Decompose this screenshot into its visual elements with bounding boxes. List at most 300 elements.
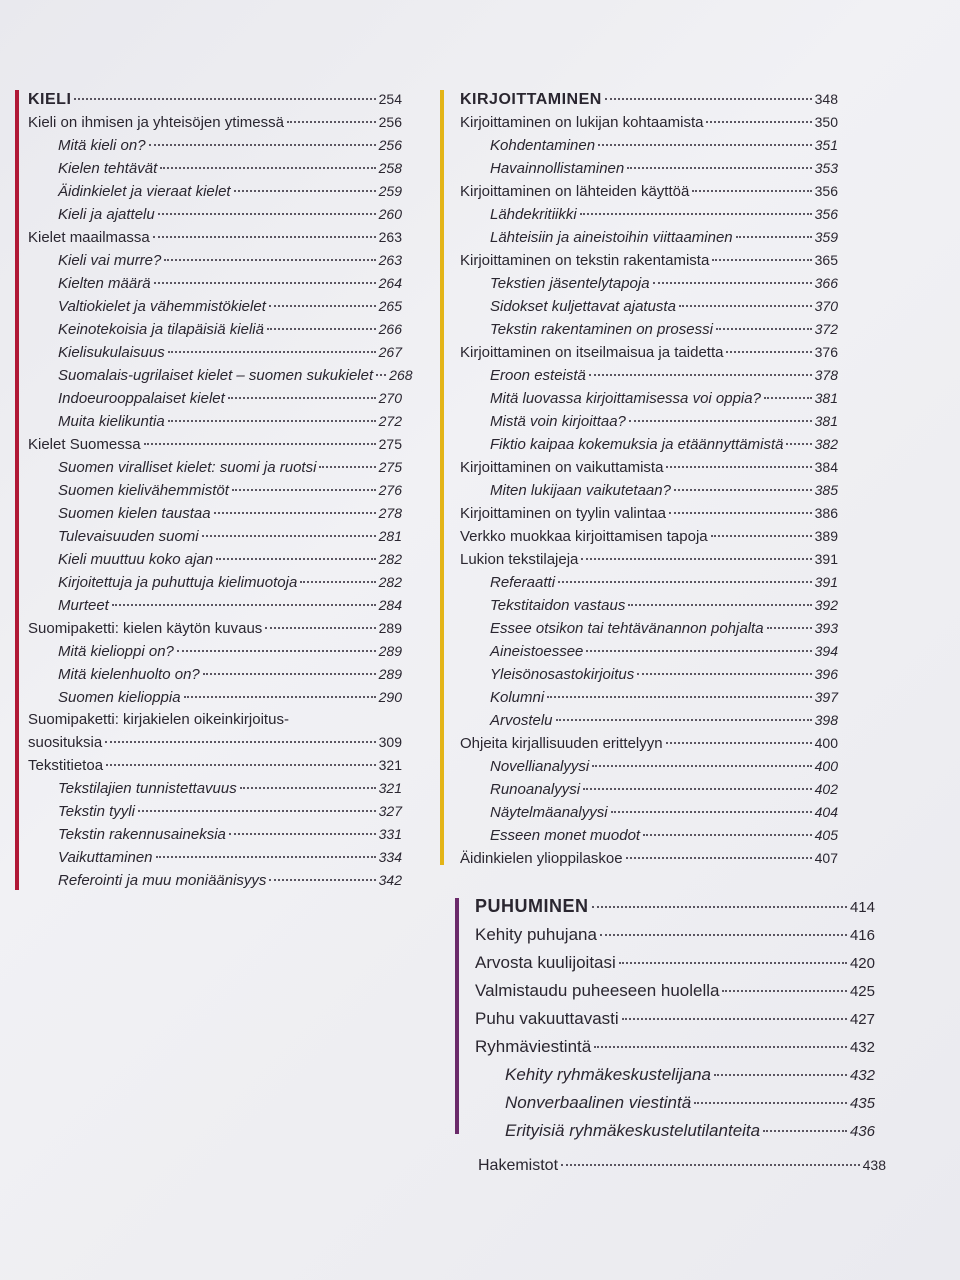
page-number: 342 bbox=[378, 872, 402, 888]
dot-leader bbox=[561, 1164, 860, 1166]
section-heading bbox=[28, 88, 402, 111]
toc-entry-title: Havainnollistaminen bbox=[490, 160, 625, 177]
dot-leader bbox=[158, 213, 376, 215]
toc-entry-title: KIELI bbox=[28, 91, 72, 108]
toc-entry bbox=[460, 249, 838, 272]
toc-subentry bbox=[460, 663, 838, 686]
page-number: 272 bbox=[378, 413, 402, 429]
toc-entry-title: Kirjoittaminen on lähteiden käyttöä bbox=[460, 183, 690, 200]
toc-entry-title: Mitä kieli on? bbox=[58, 137, 146, 154]
toc-entry-title: Suomen kielen taustaa bbox=[58, 505, 211, 522]
dot-leader bbox=[605, 98, 812, 100]
toc-subentry bbox=[28, 525, 402, 548]
toc-entry-title: Kieli vai murre? bbox=[58, 252, 162, 269]
toc-entry-title: Valtiokielet ja vähemmistökielet bbox=[58, 298, 266, 315]
toc-entry-title: Suomipaketti: kielen käytön kuvaus bbox=[28, 620, 263, 637]
toc-entry-title: Referointi ja muu moniäänisyys bbox=[58, 872, 267, 889]
toc-entry-title: Lähteisiin ja aineistoihin viittaaminen bbox=[490, 229, 733, 246]
dot-leader bbox=[583, 788, 812, 790]
page-number: 391 bbox=[814, 574, 838, 590]
toc-entry-title: Kehity puhujana bbox=[475, 925, 597, 944]
toc-entry-title: Referaatti bbox=[490, 574, 556, 591]
dot-leader bbox=[556, 719, 812, 721]
toc-subentry bbox=[460, 134, 838, 157]
section-heading bbox=[460, 88, 838, 111]
section-heading bbox=[475, 893, 875, 921]
toc-entry-title: Ohjeita kirjallisuuden erittelyyn bbox=[460, 735, 663, 752]
page-number: 396 bbox=[814, 666, 838, 682]
toc-entry-title: Suomen kielioppia bbox=[58, 689, 181, 706]
dot-leader bbox=[626, 857, 812, 859]
toc-subentry bbox=[28, 134, 402, 157]
dot-leader bbox=[202, 535, 376, 537]
toc-subentry bbox=[460, 617, 838, 640]
toc-entry-title: KIRJOITTAMINEN bbox=[460, 91, 602, 108]
dot-leader bbox=[666, 742, 812, 744]
page-number: 267 bbox=[378, 344, 402, 360]
dot-leader bbox=[168, 420, 376, 422]
toc-subentry bbox=[460, 594, 838, 617]
dot-leader bbox=[177, 650, 376, 652]
page-number: 370 bbox=[814, 298, 838, 314]
toc-subentry bbox=[460, 410, 838, 433]
toc-subentry bbox=[460, 686, 838, 709]
toc-entry bbox=[460, 732, 838, 755]
toc-subentry bbox=[460, 433, 838, 456]
toc-subentry bbox=[460, 295, 838, 318]
toc-subentry bbox=[28, 249, 402, 272]
toc-subentry bbox=[460, 387, 838, 410]
page-number: 309 bbox=[378, 734, 402, 750]
toc-entry-title: Vaikuttaminen bbox=[58, 849, 153, 866]
dot-leader bbox=[269, 305, 376, 307]
dot-leader bbox=[144, 443, 376, 445]
toc-entry-title: Kolumni bbox=[490, 689, 545, 706]
dot-leader bbox=[106, 764, 376, 766]
page-number: 353 bbox=[814, 160, 838, 176]
toc-subentry bbox=[28, 777, 402, 800]
dot-leader bbox=[722, 990, 846, 992]
dot-leader bbox=[229, 833, 376, 835]
toc-entry-title: Kohdentaminen bbox=[490, 137, 596, 154]
toc-entry bbox=[28, 617, 402, 640]
dot-leader bbox=[627, 167, 811, 169]
toc-entry-title: Erityisiä ryhmäkeskustelutilanteita bbox=[505, 1121, 761, 1140]
toc-entry-title: Tekstin tyyli bbox=[58, 803, 135, 820]
dot-leader bbox=[300, 581, 375, 583]
toc-entry-title: Mitä kielenhuolto on? bbox=[58, 666, 200, 683]
page-number: 258 bbox=[378, 160, 402, 176]
toc-entry bbox=[460, 525, 838, 548]
page-number: 356 bbox=[814, 206, 838, 222]
toc-entry-title: Kirjoittaminen on vaikuttamista bbox=[460, 459, 664, 476]
page-number: 275 bbox=[378, 436, 402, 452]
dot-leader bbox=[611, 811, 812, 813]
page-number: 385 bbox=[814, 482, 838, 498]
toc-entry bbox=[460, 111, 838, 134]
toc-subentry bbox=[28, 410, 402, 433]
toc-entry-title: Lähdekritiikki bbox=[490, 206, 577, 223]
page-number: 265 bbox=[378, 298, 402, 314]
page-number: 270 bbox=[378, 390, 402, 406]
page-number: 389 bbox=[814, 528, 838, 544]
dot-leader bbox=[105, 741, 375, 743]
page-number: 394 bbox=[814, 643, 838, 659]
page-number: 407 bbox=[814, 850, 838, 866]
kieli-toc bbox=[28, 88, 413, 892]
page-number: 436 bbox=[849, 1123, 875, 1140]
page-number: 321 bbox=[378, 780, 402, 796]
page-number: 393 bbox=[814, 620, 838, 636]
page-number: 268 bbox=[389, 367, 413, 383]
dot-leader bbox=[598, 144, 812, 146]
dot-leader bbox=[160, 167, 375, 169]
dot-leader bbox=[168, 351, 376, 353]
dot-leader bbox=[736, 236, 812, 238]
toc-entry-title: Kirjoittaminen on lukijan kohtaamista bbox=[460, 114, 704, 131]
toc-entry bbox=[460, 456, 838, 479]
kieli-section-bar bbox=[15, 90, 19, 890]
dot-leader bbox=[767, 627, 812, 629]
page-number: 438 bbox=[862, 1157, 886, 1173]
toc-entry-title: Kirjoittaminen on tyylin valintaa bbox=[460, 505, 666, 522]
toc-subentry bbox=[28, 800, 402, 823]
page-number: 256 bbox=[378, 114, 402, 130]
page-number: 425 bbox=[849, 983, 875, 1000]
toc-subentry bbox=[28, 387, 402, 410]
toc-entry bbox=[475, 921, 875, 949]
toc-subentry bbox=[28, 318, 402, 341]
toc-entry-title: PUHUMINEN bbox=[475, 896, 589, 916]
toc-entry-title: suosituksia bbox=[28, 734, 103, 751]
dot-leader bbox=[184, 696, 376, 698]
toc-entry-title: Fiktio kaipaa kokemuksia ja etäännyttämistä bbox=[490, 436, 784, 453]
toc-entry-title: Kielisukulaisuus bbox=[58, 344, 165, 361]
dot-leader bbox=[112, 604, 376, 606]
page-number: 376 bbox=[814, 344, 838, 360]
toc-entry-title: Kieli ja ajattelu bbox=[58, 206, 155, 223]
toc-entry-title: Puhu vakuuttavasti bbox=[475, 1009, 619, 1028]
page-number: 405 bbox=[814, 827, 838, 843]
page-number: 416 bbox=[849, 927, 875, 944]
dot-leader bbox=[711, 535, 812, 537]
toc-entry-title: Tulevaisuuden suomi bbox=[58, 528, 199, 545]
toc-entry-title: Lukion tekstilajeja bbox=[460, 551, 579, 568]
page-number: 356 bbox=[814, 183, 838, 199]
dot-leader bbox=[203, 673, 376, 675]
toc-subentry bbox=[28, 295, 402, 318]
dot-leader bbox=[786, 443, 811, 445]
toc-subentry bbox=[460, 479, 838, 502]
page-number: 420 bbox=[849, 955, 875, 972]
toc-entry bbox=[28, 433, 402, 456]
toc-subentry bbox=[460, 709, 838, 732]
toc-subentry bbox=[28, 341, 402, 364]
toc-subentry bbox=[460, 203, 838, 226]
toc-entry-title: Valmistaudu puheeseen huolella bbox=[475, 981, 720, 1000]
page-number: 321 bbox=[378, 757, 402, 773]
toc-subentry bbox=[475, 1089, 875, 1117]
page-number: 275 bbox=[378, 459, 402, 475]
toc-entry-title: Murteet bbox=[58, 597, 109, 614]
page-number: 259 bbox=[378, 183, 402, 199]
toc-entry-title: Runoanalyysi bbox=[490, 781, 581, 798]
dot-leader bbox=[228, 397, 376, 399]
toc-entry bbox=[475, 949, 875, 977]
dot-leader bbox=[580, 213, 812, 215]
dot-leader bbox=[653, 282, 812, 284]
toc-entry bbox=[460, 341, 838, 364]
page-number: 290 bbox=[378, 689, 402, 705]
dot-leader bbox=[376, 374, 386, 376]
page-number: 331 bbox=[378, 826, 402, 842]
page-number: 398 bbox=[814, 712, 838, 728]
page-number: 348 bbox=[814, 91, 838, 107]
toc-subentry bbox=[460, 778, 838, 801]
dot-leader bbox=[240, 787, 376, 789]
dot-leader bbox=[600, 934, 847, 936]
toc-subentry bbox=[28, 479, 402, 502]
toc-entry-title: Kielen tehtävät bbox=[58, 160, 158, 177]
dot-leader bbox=[637, 673, 811, 675]
toc-entry-title: Aineistoessee bbox=[490, 643, 584, 660]
dot-leader bbox=[622, 1018, 847, 1020]
page-number: 378 bbox=[814, 367, 838, 383]
page-number: 381 bbox=[814, 413, 838, 429]
dot-leader bbox=[763, 1130, 847, 1132]
dot-leader bbox=[692, 190, 811, 192]
dot-leader bbox=[714, 1074, 847, 1076]
toc-subentry bbox=[460, 318, 838, 341]
toc-subentry bbox=[28, 663, 402, 686]
dot-leader bbox=[589, 374, 812, 376]
toc-entry-title: Tekstilajien tunnistettavuus bbox=[58, 780, 237, 797]
page-number: 264 bbox=[378, 275, 402, 291]
page-number: 435 bbox=[849, 1095, 875, 1112]
page-number: 432 bbox=[849, 1067, 875, 1084]
dot-leader bbox=[679, 305, 812, 307]
page-number: 289 bbox=[378, 620, 402, 636]
page-number: 384 bbox=[814, 459, 838, 475]
dot-leader bbox=[234, 190, 376, 192]
toc-subentry bbox=[28, 640, 402, 663]
toc-entry-title: Suomalais-ugrilaiset kielet – suomen sukukielet bbox=[58, 367, 374, 384]
hakemisto-entry bbox=[478, 1154, 886, 1177]
toc-entry-title: Yleisönosastokirjoitus bbox=[490, 666, 635, 683]
dot-leader bbox=[712, 259, 811, 261]
dot-leader bbox=[592, 765, 811, 767]
toc-entry-title: Miten lukijaan vaikutetaan? bbox=[490, 482, 671, 499]
toc-entry bbox=[28, 709, 402, 731]
toc-entry-title: Kieli muuttuu koko ajan bbox=[58, 551, 214, 568]
page-number: 260 bbox=[378, 206, 402, 222]
toc-entry bbox=[475, 977, 875, 1005]
page-number: 282 bbox=[378, 574, 402, 590]
toc-entry-title: Muita kielikuntia bbox=[58, 413, 165, 430]
page-number: 402 bbox=[814, 781, 838, 797]
toc-entry-title: Mitä luovassa kirjoittamisessa voi oppia? bbox=[490, 390, 761, 407]
kirjoittaminen-toc bbox=[460, 88, 838, 870]
page-number: 254 bbox=[378, 91, 402, 107]
toc-entry-title: Suomen viralliset kielet: suomi ja ruotsi bbox=[58, 459, 317, 476]
dot-leader bbox=[214, 512, 376, 514]
toc-subentry bbox=[460, 364, 838, 387]
dot-leader bbox=[581, 558, 811, 560]
page-number: 359 bbox=[814, 229, 838, 245]
toc-entry bbox=[28, 731, 402, 754]
dot-leader bbox=[216, 558, 376, 560]
toc-subentry bbox=[460, 801, 838, 824]
page-number: 404 bbox=[814, 804, 838, 820]
dot-leader bbox=[154, 282, 376, 284]
page-number: 391 bbox=[814, 551, 838, 567]
toc-subentry bbox=[28, 180, 402, 203]
dot-leader bbox=[726, 351, 811, 353]
dot-leader bbox=[764, 397, 812, 399]
toc-subentry bbox=[475, 1061, 875, 1089]
toc-subentry bbox=[28, 869, 402, 892]
page-number: 351 bbox=[814, 137, 838, 153]
dot-leader bbox=[547, 696, 811, 698]
dot-leader bbox=[643, 834, 812, 836]
toc-entry-title: Arvostelu bbox=[490, 712, 553, 729]
dot-leader bbox=[629, 420, 812, 422]
dot-leader bbox=[164, 259, 375, 261]
dot-leader bbox=[716, 328, 812, 330]
toc-entry bbox=[460, 847, 838, 870]
toc-entry-title: Arvosta kuulijoitasi bbox=[475, 953, 616, 972]
toc-entry-title: Novellianalyysi bbox=[490, 758, 590, 775]
toc-entry bbox=[460, 180, 838, 203]
toc-entry-title: Eroon esteistä bbox=[490, 367, 586, 384]
toc-entry-title: Mitä kielioppi on? bbox=[58, 643, 174, 660]
toc-subentry bbox=[28, 548, 402, 571]
dot-leader bbox=[666, 466, 811, 468]
toc-entry bbox=[460, 502, 838, 525]
toc-subentry bbox=[475, 1117, 875, 1145]
page-number: 414 bbox=[849, 899, 875, 916]
toc-entry-title: Kieli on ihmisen ja yhteisöjen ytimessä bbox=[28, 114, 284, 131]
dot-leader bbox=[319, 466, 375, 468]
dot-leader bbox=[269, 879, 375, 881]
toc-entry bbox=[475, 1033, 875, 1061]
dot-leader bbox=[592, 906, 847, 908]
toc-entry-title: Nonverbaalinen viestintä bbox=[505, 1093, 692, 1112]
page-number: 263 bbox=[378, 252, 402, 268]
page-number: 382 bbox=[814, 436, 838, 452]
toc-subentry bbox=[28, 846, 402, 869]
toc-entry-title: Tekstin rakentaminen on prosessi bbox=[490, 321, 713, 338]
page-number: 432 bbox=[849, 1039, 875, 1056]
toc-subentry bbox=[460, 226, 838, 249]
page-number: 392 bbox=[814, 597, 838, 613]
toc-entry bbox=[475, 1005, 875, 1033]
dot-leader bbox=[674, 489, 812, 491]
puhuminen-toc bbox=[475, 893, 875, 1145]
toc-entry-title: Hakemistot bbox=[478, 1157, 559, 1174]
page-number: 289 bbox=[378, 666, 402, 682]
toc-entry-title: Äidinkielet ja vieraat kielet bbox=[58, 183, 231, 200]
page-number: 256 bbox=[378, 137, 402, 153]
toc-subentry bbox=[28, 272, 402, 295]
toc-entry-title: Tekstitietoa bbox=[28, 757, 104, 774]
page-number: 400 bbox=[814, 758, 838, 774]
toc-entry-title: Verkko muokkaa kirjoittamisen tapoja bbox=[460, 528, 708, 545]
toc-entry-title: Mistä voin kirjoittaa? bbox=[490, 413, 626, 430]
page-number: 282 bbox=[378, 551, 402, 567]
toc-entry-title: Näytelmäanalyysi bbox=[490, 804, 608, 821]
page-number: 400 bbox=[814, 735, 838, 751]
toc-subentry bbox=[28, 502, 402, 525]
page-number: 289 bbox=[378, 643, 402, 659]
page-number: 334 bbox=[378, 849, 402, 865]
toc-subentry bbox=[28, 364, 413, 387]
toc-subentry bbox=[28, 203, 402, 226]
dot-leader bbox=[706, 121, 811, 123]
toc-entry-title: Sidokset kuljettavat ajatusta bbox=[490, 298, 676, 315]
toc-entry-title: Suomipaketti: kirjakielen oikeinkirjoitus- bbox=[28, 711, 289, 728]
page-number: 372 bbox=[814, 321, 838, 337]
toc-entry-title: Äidinkielen ylioppilaskoe bbox=[460, 850, 623, 867]
page-number: 365 bbox=[814, 252, 838, 268]
toc-entry-title: Tekstin rakennusaineksia bbox=[58, 826, 226, 843]
toc-entry-title: Kehity ryhmäkeskustelijana bbox=[505, 1065, 711, 1084]
toc-subentry bbox=[28, 594, 402, 617]
toc-entry-title: Kirjoittaminen on tekstin rakentamista bbox=[460, 252, 710, 269]
toc-entry-title: Suomen kielivähemmistöt bbox=[58, 482, 229, 499]
page-number: 284 bbox=[378, 597, 402, 613]
dot-leader bbox=[267, 328, 376, 330]
page-number: 366 bbox=[814, 275, 838, 291]
dot-leader bbox=[74, 98, 375, 100]
page-number: 327 bbox=[378, 803, 402, 819]
toc-subentry bbox=[460, 755, 838, 778]
toc-entry-title: Esseen monet muodot bbox=[490, 827, 641, 844]
toc-entry-title: Kirjoitettuja ja puhuttuja kielimuotoja bbox=[58, 574, 298, 591]
toc-subentry bbox=[28, 686, 402, 709]
toc-entry-title: Kielet maailmassa bbox=[28, 229, 150, 246]
dot-leader bbox=[153, 236, 376, 238]
kirjoittaminen-section-bar bbox=[440, 90, 444, 865]
toc-entry-title: Indoeurooppalaiset kielet bbox=[58, 390, 225, 407]
toc-subentry bbox=[28, 571, 402, 594]
toc-entry bbox=[28, 754, 402, 777]
toc-entry bbox=[28, 111, 402, 134]
toc-entry-title: Tekstien jäsentelytapoja bbox=[490, 275, 650, 292]
page-number: 276 bbox=[378, 482, 402, 498]
toc-entry-title: Kirjoittaminen on itseilmaisua ja taidetta bbox=[460, 344, 724, 361]
dot-leader bbox=[594, 1046, 847, 1048]
page-number: 386 bbox=[814, 505, 838, 521]
page-number: 263 bbox=[378, 229, 402, 245]
toc-subentry bbox=[460, 571, 838, 594]
page-number: 427 bbox=[849, 1011, 875, 1028]
page-number: 350 bbox=[814, 114, 838, 130]
toc-subentry bbox=[460, 157, 838, 180]
toc-subentry bbox=[460, 272, 838, 295]
dot-leader bbox=[586, 650, 811, 652]
dot-leader bbox=[138, 810, 376, 812]
page-number: 381 bbox=[814, 390, 838, 406]
puhuminen-section-bar bbox=[455, 898, 459, 1134]
dot-leader bbox=[265, 627, 375, 629]
toc-subentry bbox=[28, 823, 402, 846]
dot-leader bbox=[232, 489, 376, 491]
toc-entry-title: Keinotekoisia ja tilapäisiä kieliä bbox=[58, 321, 264, 338]
page-number: 397 bbox=[814, 689, 838, 705]
dot-leader bbox=[694, 1102, 847, 1104]
toc-entry-title: Essee otsikon tai tehtävänannon pohjalta bbox=[490, 620, 764, 637]
